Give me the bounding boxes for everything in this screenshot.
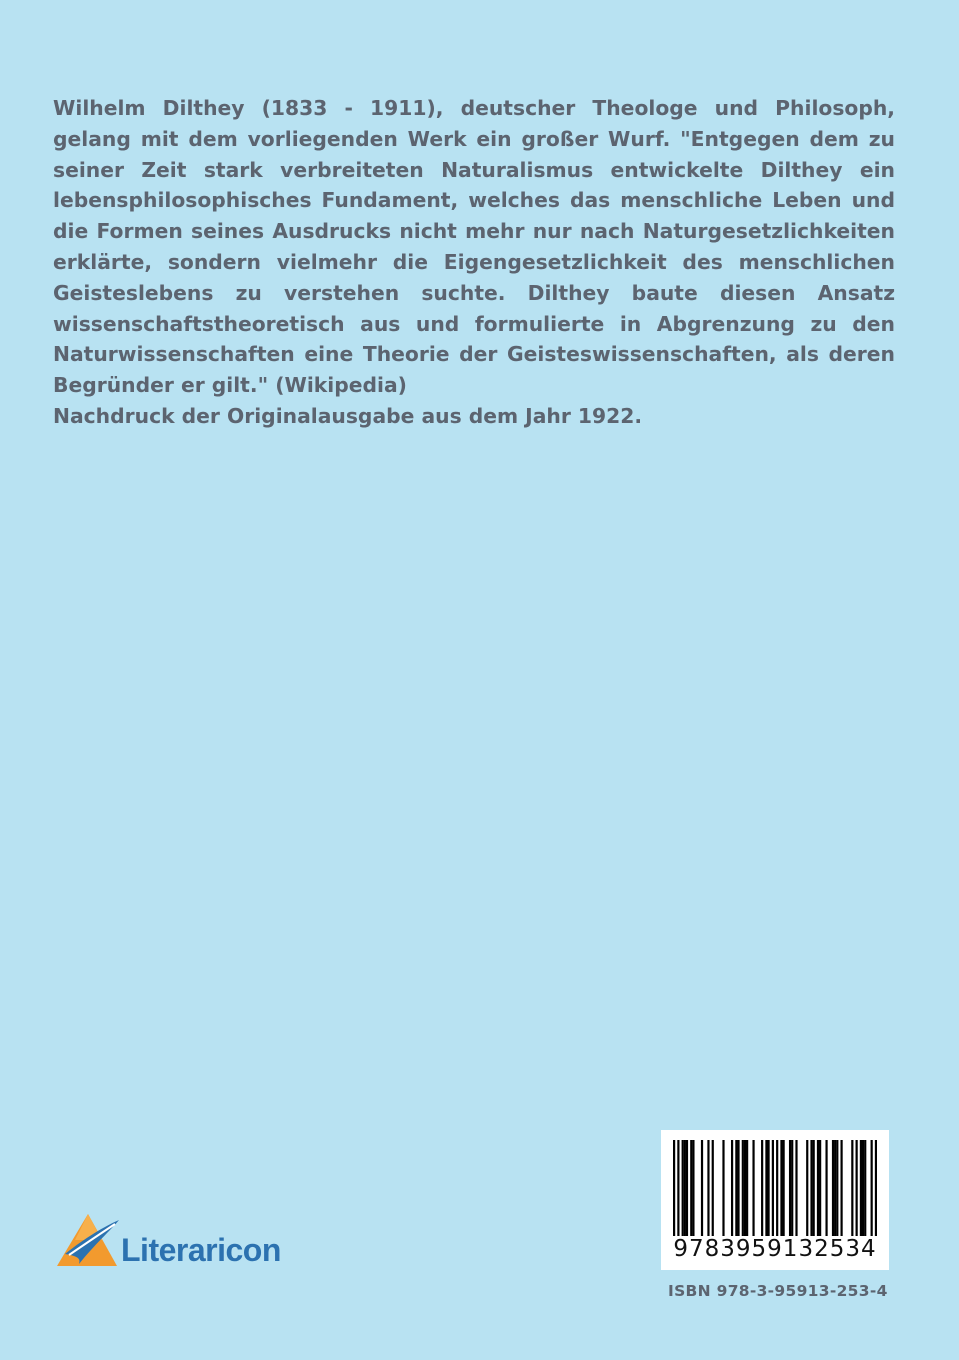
barcode-bar <box>731 1140 733 1236</box>
barcode-bar <box>862 1140 864 1236</box>
barcode-bar <box>682 1140 684 1236</box>
barcode-bar <box>673 1140 675 1236</box>
barcode-bar <box>864 1140 866 1236</box>
barcode-bar <box>834 1140 836 1236</box>
publisher-logo <box>55 1208 281 1270</box>
barcode-bar <box>761 1140 763 1236</box>
barcode-bar <box>871 1140 873 1236</box>
barcode-bar <box>806 1140 808 1236</box>
barcode-bar <box>677 1140 679 1236</box>
barcode-bar <box>819 1140 821 1236</box>
blurb-paragraph: Wilhelm Dilthey (1833 - 1911), deutscher Theologe und Philosoph, gelang mit dem vorliegenden Werk ein großer Wurf. "Entgegen dem zu seiner Zeit stark verbreiteten Naturalismus entwickelte Dilthey ein lebensphilosophisches Fundament, welches das menschliche Leben und die Formen seines Ausdrucks nicht mehr nur nach Naturgesetzlichkeiten erklärte, sondern vielmehr die Eigengesetzlichkeit des menschlichen Geisteslebens zu verstehen suchte. Dilthey baute diesen Ansatz wissenschaftstheoretisch aus und formulierte in Abgrenzung zu den Naturwissenschaften eine Theorie der Geisteswissenschaften, als deren Begründer er gilt." (Wikipedia) <box>53 96 895 398</box>
barcode-bar <box>875 1140 877 1236</box>
barcode-bar <box>767 1140 769 1236</box>
isbn-label: ISBN 978-3-95913-253-4 <box>668 1282 888 1300</box>
back-cover-blurb <box>53 93 895 432</box>
publisher-name: Literaricon <box>121 1232 281 1268</box>
barcode-bar <box>735 1140 737 1236</box>
barcode-bar <box>856 1140 858 1236</box>
barcode-bar <box>813 1140 815 1236</box>
barcode-bar <box>851 1140 853 1236</box>
barcode-bar <box>795 1140 797 1236</box>
barcode-bar <box>690 1140 692 1236</box>
barcode-bar <box>791 1140 793 1236</box>
barcode-bar <box>746 1140 748 1236</box>
barcode-bar <box>752 1140 754 1236</box>
barcode-bar <box>810 1140 812 1236</box>
barcode-bar <box>789 1140 791 1236</box>
barcode-bar <box>692 1140 694 1236</box>
barcode-bar <box>722 1140 724 1236</box>
barcode-bar <box>744 1140 746 1236</box>
barcode-bar <box>817 1140 819 1236</box>
barcode-bar <box>742 1140 744 1236</box>
barcode-bar <box>686 1140 688 1236</box>
barcode-bar <box>737 1140 739 1236</box>
barcode-bar <box>776 1140 778 1236</box>
barcode-bar <box>832 1140 834 1236</box>
barcode-bar <box>780 1140 782 1236</box>
barcode <box>661 1130 889 1270</box>
barcode-bar <box>701 1140 703 1236</box>
barcode-number: 9783959132534 <box>673 1236 877 1262</box>
barcode-bar <box>836 1140 838 1236</box>
barcode-bar <box>712 1140 714 1236</box>
literaricon-logo-icon <box>55 1208 125 1270</box>
barcode-bar <box>783 1140 785 1236</box>
barcode-bar <box>765 1140 767 1236</box>
barcode-bar <box>860 1140 862 1236</box>
barcode-bar <box>772 1140 774 1236</box>
barcode-bar <box>825 1140 827 1236</box>
barcode-bar <box>707 1140 709 1236</box>
reprint-note: Nachdruck der Originalausgabe aus dem Jahr 1922. <box>53 403 643 428</box>
barcode-bar <box>840 1140 842 1236</box>
barcode-bars <box>673 1140 877 1236</box>
barcode-bar <box>684 1140 686 1236</box>
